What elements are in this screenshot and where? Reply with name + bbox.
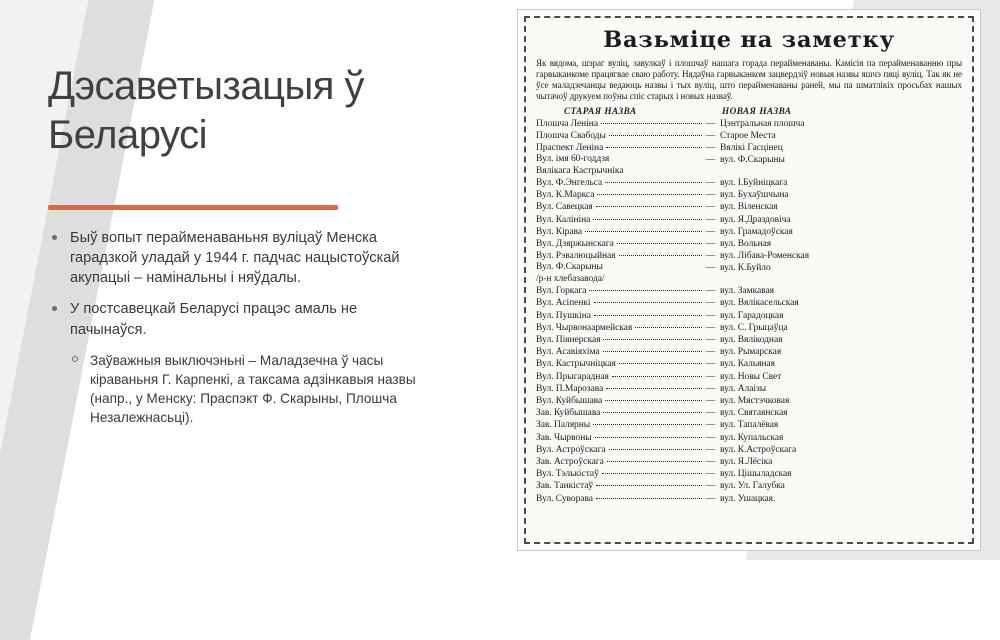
arrow-icon: —: [705, 335, 716, 346]
arrow-icon: —: [705, 202, 716, 213]
cell-old-name: Вул. Горкага: [536, 285, 704, 297]
column-header-old: СТАРАЯ НАЗВА: [564, 105, 637, 116]
cell-new-name: вул. Алаізы: [720, 383, 767, 394]
table-row: [536, 432, 962, 444]
cell-old-name: Плошча Леніна: [536, 118, 704, 130]
cell-old-name: Вул. К.Маркса: [536, 189, 704, 201]
cell-new-name: вул. Ф.Скарыны: [720, 155, 785, 166]
cell-old-name: Вул. Тэлькістаў: [536, 468, 704, 480]
list-item: [48, 351, 420, 427]
newspaper-clipping-image: [518, 10, 980, 550]
cell-old-name: Праспект Леніна: [536, 142, 704, 154]
arrow-icon: —: [705, 469, 716, 480]
dot-leader: [596, 498, 702, 499]
cell-old-name: Вул. Астроўскага: [536, 444, 704, 456]
cell-new-name: вул. Ушацкая.: [720, 493, 776, 504]
cell-old-name: Вул. Чырвонаармейская: [536, 322, 704, 334]
cell-new-name: вул. Рымарская: [720, 347, 782, 358]
dot-leader: [585, 231, 702, 232]
cell-old-name: Вул. Піянерская: [536, 334, 704, 346]
table-row: [536, 154, 962, 177]
bullet-dot-icon: [52, 306, 57, 311]
table-row: [536, 419, 962, 431]
table-row: [536, 297, 962, 309]
arrow-icon: —: [705, 396, 716, 407]
cell-new-name: Старое Места: [720, 130, 776, 141]
arrow-icon: —: [705, 118, 716, 129]
cell-new-name: вул. Віленская: [720, 202, 778, 213]
cell-new-name: вул. Я.Драздовіча: [720, 214, 791, 225]
cell-old-name: Вул. Калініна: [536, 214, 704, 226]
clipping-intro-paragraph: Як вядома, шэраг вуліц, завулкаў і плошчаў нашага горада перайменаваны. Камісія па перайменаванню пры гарвыканкоме працягвае сваю работу. Нядаўна гарвыканком зацвердзіў новыя назвы яшчэ пяці вуліц. Так як не ўсе маладзечанцы ведаюць назвы і тых вуліц, што перайменаваны раней, мы па шматлікіх просьбах нашых чытачоў друкуем поўны спіс старых і новых назваў.: [536, 58, 962, 101]
cell-new-name: вул. Тапалёвая: [720, 420, 779, 431]
arrow-icon: —: [705, 130, 716, 141]
cell-old-name: Вул. Куйбышава: [536, 395, 704, 407]
arrow-icon: —: [705, 226, 716, 237]
dot-leader: [603, 351, 702, 352]
dot-leader: [596, 485, 702, 486]
arrow-icon: —: [705, 383, 716, 394]
cell-new-name: вул. Замкавая: [720, 286, 774, 297]
table-row: [536, 334, 962, 346]
arrow-icon: —: [705, 408, 716, 419]
cell-new-name: вул. Я.Лёсіка: [720, 457, 773, 468]
dot-leader: [601, 123, 702, 124]
cell-old-name: Вул. Ф.Скарыны /р-н хлебазавода/: [536, 262, 605, 284]
table-row: [536, 250, 962, 262]
arrow-icon: —: [705, 322, 716, 333]
dot-leader: [594, 315, 702, 316]
cell-new-name: вул. С. Грыцаўца: [720, 322, 788, 333]
bullet-list: [48, 228, 420, 433]
slide-left-content: [0, 0, 440, 560]
table-row: [536, 177, 962, 189]
table-row: [536, 444, 962, 456]
table-row: [536, 130, 962, 142]
cell-old-name: Вул. Асавіяхіма: [536, 346, 704, 358]
cell-old-name: Зав. Чырвоны: [536, 432, 704, 444]
cell-new-name: вул. К.Буйло: [720, 263, 771, 274]
dot-leader: [589, 290, 702, 291]
dot-leader: [605, 400, 702, 401]
dot-leader: [606, 147, 702, 148]
cell-old-name: Зав. Танкістаў: [536, 480, 704, 492]
dot-leader: [607, 461, 702, 462]
dot-leader: [617, 243, 702, 244]
bullet-text: У постсавецкай Беларусі працэс амаль не пачынаўся.: [70, 301, 358, 338]
column-header-new: НОВАЯ НАЗВА: [722, 105, 792, 116]
dot-leader: [596, 206, 702, 207]
arrow-icon: —: [705, 143, 716, 154]
dot-leader: [593, 424, 702, 425]
cell-old-name: Вул. Асіпенкі: [536, 297, 704, 309]
page-title: Дэсаветызацыя ў Беларусі: [48, 64, 365, 157]
dot-leader: [605, 182, 702, 183]
clipping-frame: [524, 16, 974, 544]
dot-leader: [594, 302, 702, 303]
cell-new-name: вул. Новы Свет: [720, 371, 782, 382]
cell-new-name: вул. Вольная: [720, 239, 772, 250]
arrow-icon: —: [705, 493, 716, 504]
dot-leader: [603, 339, 702, 340]
arrow-icon: —: [705, 190, 716, 201]
table-row: [536, 493, 962, 505]
cell-new-name: вул. Вялікодная: [720, 335, 783, 346]
table-row: [536, 456, 962, 468]
cell-old-name: Вул. Кірава: [536, 226, 704, 238]
title-underline: [48, 205, 338, 210]
cell-old-name: Вул. Ф.Энгельса: [536, 177, 704, 189]
table-row: [536, 395, 962, 407]
table-row: [536, 262, 962, 285]
cell-old-name: Вул. П.Марозава: [536, 383, 704, 395]
cell-new-name: вул. Грамадоўская: [720, 226, 793, 237]
cell-new-name: вул. Вялікасельская: [720, 298, 799, 309]
list-item: [48, 228, 420, 288]
arrow-icon: —: [705, 347, 716, 358]
bullet-circle-icon: [72, 356, 78, 362]
arrow-icon: —: [705, 481, 716, 492]
table-row: [536, 468, 962, 480]
table-row: [536, 214, 962, 226]
cell-old-name: Вул. Прыгарадная: [536, 371, 704, 383]
arrow-icon: —: [705, 251, 716, 262]
clipping-column-headers: [536, 106, 962, 116]
cell-new-name: вул. Лібава-Роменская: [720, 251, 810, 262]
arrow-icon: —: [705, 178, 716, 189]
dot-leader: [593, 219, 702, 220]
table-row: [536, 407, 962, 419]
arrow-icon: —: [705, 457, 716, 468]
table-row: [536, 371, 962, 383]
arrow-icon: —: [705, 432, 716, 443]
cell-old-name: Зав. Палярны: [536, 419, 704, 431]
cell-new-name: вул. Мястэчковая: [720, 396, 790, 407]
cell-new-name: Цэнтральная плошча: [720, 118, 805, 129]
dot-leader: [597, 194, 702, 195]
cell-new-name: вул. Купальская: [720, 432, 784, 443]
arrow-icon: —: [705, 263, 716, 274]
clipping-rows: [536, 118, 962, 505]
arrow-icon: —: [705, 420, 716, 431]
dot-leader: [619, 255, 702, 256]
arrow-icon: —: [705, 298, 716, 309]
table-row: [536, 310, 962, 322]
arrow-icon: —: [705, 371, 716, 382]
cell-old-name: Плошча Свабоды: [536, 130, 704, 142]
cell-new-name: вул. І.Буйніцкага: [720, 178, 788, 189]
dot-leader: [603, 412, 702, 413]
table-row: [536, 346, 962, 358]
dot-leader: [595, 437, 702, 438]
arrow-icon: —: [705, 155, 716, 166]
dot-leader: [609, 449, 702, 450]
cell-new-name: вул. К.Астроўскага: [720, 444, 797, 455]
table-row: [536, 383, 962, 395]
arrow-icon: —: [705, 444, 716, 455]
bullet-text: Быў вопыт перайменаваньня вуліцаў Менска гарадзкой уладай у 1944 г. падчас нацыстоўскай акупацыі – намінальны і няўдалы.: [70, 230, 400, 287]
dot-leader: [609, 135, 702, 136]
cell-old-name: Зав. Куйбышава: [536, 407, 704, 419]
cell-new-name: Вялікі Гасцінец: [720, 143, 783, 154]
cell-new-name: вул. Святаянская: [720, 408, 788, 419]
dot-leader: [612, 376, 702, 377]
table-row: [536, 189, 962, 201]
table-row: [536, 142, 962, 154]
cell-old-name: Вул. Пушкіна: [536, 310, 704, 322]
cell-new-name: вул. Ул. Галубка: [720, 481, 785, 492]
table-row: [536, 201, 962, 213]
arrow-icon: —: [705, 286, 716, 297]
cell-new-name: вул. Бухаўшчына: [720, 190, 789, 201]
dot-leader: [635, 327, 702, 328]
arrow-icon: —: [705, 310, 716, 321]
cell-old-name: Зав. Астроўскага: [536, 456, 704, 468]
sub-bullet-text: Заўважныя выключэньні – Маладзечна ў часы кіраваньня Г. Карпенкі, а таксама адзінкавыя назвы (напр., у Менску: Праспэкт Ф. Скарыны, Плошча Незалежнасьці).: [90, 352, 416, 425]
dot-leader: [619, 363, 702, 364]
arrow-icon: —: [705, 239, 716, 250]
clipping-title: Вазьміце на заметку: [603, 27, 895, 53]
table-row: [536, 358, 962, 370]
list-item: [48, 299, 420, 339]
cell-new-name: вул. Цішыладская: [720, 469, 792, 480]
arrow-icon: —: [705, 214, 716, 225]
table-row: [536, 238, 962, 250]
cell-old-name: Вул. Суворава: [536, 493, 704, 505]
bullet-dot-icon: [52, 235, 57, 240]
cell-old-name: Вул. Савецкая: [536, 201, 704, 213]
cell-new-name: вул. Кальяная: [720, 359, 775, 370]
dot-leader: [606, 388, 702, 389]
table-row: [536, 285, 962, 297]
table-row: [536, 226, 962, 238]
table-row: [536, 322, 962, 334]
cell-old-name: Вул. імя 60-годдзя Вялікага Кастрычніка: [536, 154, 624, 176]
table-row: [536, 480, 962, 492]
dot-leader: [602, 473, 702, 474]
cell-new-name: вул. Гарадоцкая: [720, 310, 784, 321]
arrow-icon: —: [705, 359, 716, 370]
cell-old-name: Вул. Дзяржынскага: [536, 238, 704, 250]
cell-old-name: Вул. Рэвалюцыйная: [536, 250, 704, 262]
table-row: [536, 118, 962, 130]
cell-old-name: Вул. Кастрычніцкая: [536, 358, 704, 370]
